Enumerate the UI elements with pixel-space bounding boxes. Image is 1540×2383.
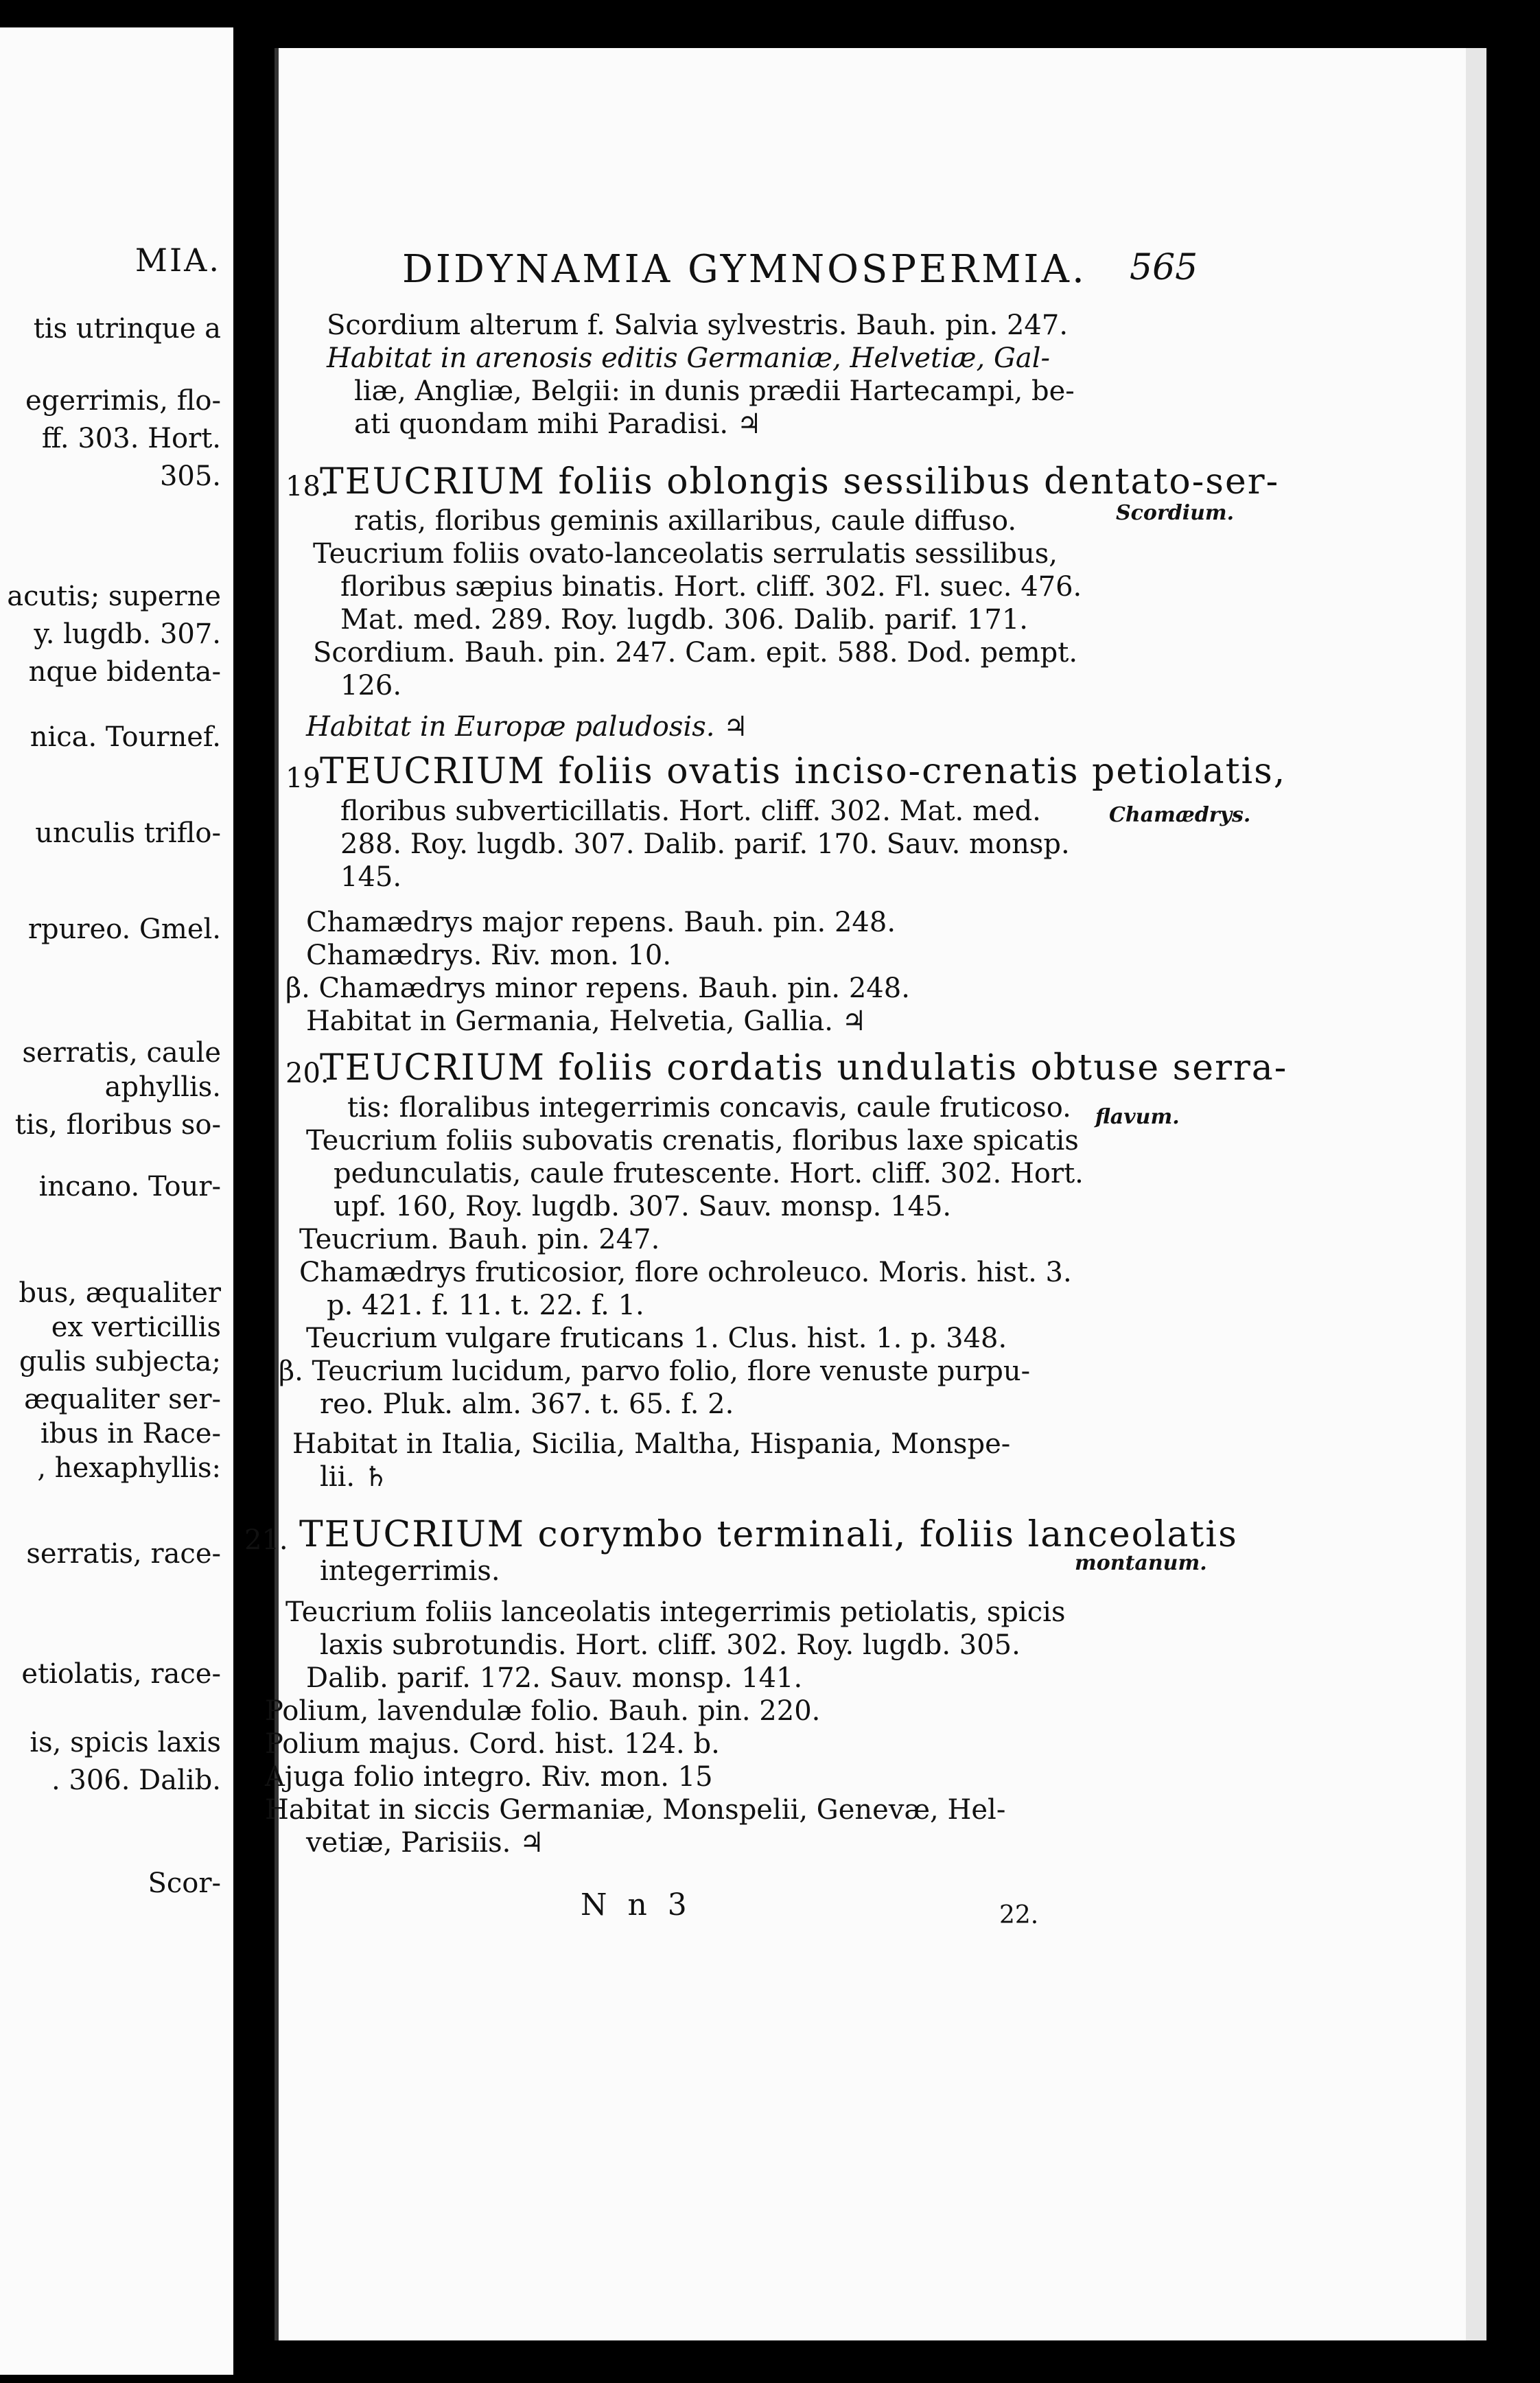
left-line: etiolatis, race- — [21, 1658, 221, 1690]
right-page — [244, 48, 1486, 2340]
text-line: Chamædrys. Riv. mon. 10. — [306, 940, 672, 971]
left-line: bus, æqualiter — [19, 1277, 221, 1309]
left-line: y. lugdb. 307. — [34, 618, 221, 650]
text-line: β. Teucrium lucidum, parvo folio, flore venuste purpu- — [279, 1356, 1031, 1387]
text-line: Mat. med. 289. Roy. lugdb. 306. Dalib. parif. 171. — [340, 604, 1028, 636]
text-line: vetiæ, Parisiis. ♃ — [306, 1827, 544, 1859]
text-line: Teucrium foliis lanceolatis integerrimis petiolatis, spicis — [285, 1596, 1066, 1628]
text-line: 145. — [340, 861, 402, 893]
text-line: Chamædrys fruticosior, flore ochroleuco. Moris. hist. 3. — [299, 1257, 1072, 1288]
text-line: upf. 160, Roy. lugdb. 307. Sauv. monsp. 145. — [334, 1191, 952, 1222]
text-line: β. Chamædrys minor repens. Bauh. pin. 248. — [285, 973, 910, 1004]
gutter — [233, 41, 275, 2375]
entry-number: 18. — [285, 471, 329, 502]
left-line: ex verticillis — [51, 1312, 221, 1343]
text-line: ati quondam mihi Paradisi. ♃ — [354, 408, 762, 440]
left-line: ibus in Race- — [40, 1418, 221, 1450]
entry-heading: TEUCRIUM foliis oblongis sessilibus dentato-ser- — [320, 461, 1280, 502]
entry-heading: TEUCRIUM foliis cordatis undulatis obtuse serra- — [320, 1047, 1288, 1089]
left-line: . 306. Dalib. — [51, 1765, 221, 1796]
text-line: Teucrium foliis subovatis crenatis, floribus laxe spicatis — [306, 1125, 1079, 1156]
running-head: DIDYNAMIA GYMNOSPERMIA. — [402, 247, 1087, 292]
entry-heading: TEUCRIUM corymbo terminali, foliis lanceolatis — [299, 1514, 1238, 1555]
left-line: tis, floribus so- — [14, 1109, 221, 1141]
text-line: liæ, Angliæ, Belgii: in dunis prædii Hartecampi, be- — [354, 375, 1075, 407]
left-line: serratis, race- — [26, 1538, 221, 1570]
text-line: Scordium. Bauh. pin. 247. Cam. epit. 588. Dod. pempt. — [313, 637, 1078, 669]
text-line: Chamædrys major repens. Bauh. pin. 248. — [306, 907, 896, 938]
text-line: Teucrium vulgare fruticans 1. Clus. hist. 1. p. 348. — [306, 1323, 1007, 1354]
text-line: Habitat in Germania, Helvetia, Gallia. ♃ — [306, 1005, 867, 1037]
margin-note: flavum. — [1095, 1105, 1180, 1129]
text-line: Polium majus. Cord. hist. 124. b. — [265, 1728, 720, 1760]
text-line: reo. Pluk. alm. 367. t. 65. f. 2. — [320, 1388, 734, 1420]
text-line: Teucrium foliis ovato-lanceolatis serrulatis sessilibus, — [313, 538, 1058, 570]
left-line: serratis, caule — [22, 1037, 221, 1069]
text-line: floribus subverticillatis. Hort. cliff. 302. Mat. med. — [340, 795, 1041, 827]
text-line: Scordium alterum f. Salvia sylvestris. Bauh. pin. 247. — [327, 310, 1069, 341]
left-page — [0, 27, 246, 2375]
page-number: 565 — [1130, 247, 1198, 288]
left-line: Scor- — [148, 1868, 221, 1899]
left-line: acutis; superne — [7, 581, 221, 612]
left-line: æqualiter ser- — [24, 1384, 221, 1415]
text-line: Habitat in arenosis editis Germaniæ, Helvetiæ, Gal- — [327, 342, 1051, 374]
signature-mark: N n 3 — [581, 1887, 692, 1922]
text-line: p. 421. f. 11. t. 22. f. 1. — [327, 1290, 644, 1321]
text-line: Dalib. parif. 172. Sauv. monsp. 141. — [306, 1662, 803, 1694]
page-edge — [1466, 48, 1486, 2340]
left-line: gulis subjecta; — [19, 1346, 221, 1378]
left-line: unculis triflo- — [35, 817, 221, 849]
left-line: rpureo. Gmel. — [27, 914, 221, 945]
text-line: Polium, lavendulæ folio. Bauh. pin. 220. — [265, 1695, 821, 1727]
text-line: 126. — [340, 670, 402, 701]
text-line: 288. Roy. lugdb. 307. Dalib. parif. 170. Sauv. monsp. — [340, 828, 1070, 860]
text-line: Habitat in Europæ paludosis. ♃ — [306, 711, 749, 743]
left-line: nica. Tournef. — [30, 721, 221, 753]
text-line: lii. ♄ — [320, 1461, 388, 1493]
text-line: laxis subrotundis. Hort. cliff. 302. Roy. lugdb. 305. — [320, 1629, 1020, 1661]
left-line: ff. 303. Hort. — [41, 423, 221, 454]
left-heading: MIA. — [135, 242, 221, 279]
left-line: 305. — [159, 461, 221, 492]
text-line: ratis, floribus geminis axillaribus, caule diffuso. — [354, 505, 1017, 537]
left-line: is, spicis laxis — [30, 1727, 221, 1758]
entry-number: 20. — [285, 1058, 329, 1089]
text-line: floribus sæpius binatis. Hort. cliff. 302. Fl. suec. 476. — [340, 571, 1082, 603]
entry-heading: TEUCRIUM foliis ovatis inciso-crenatis petiolatis, — [320, 751, 1287, 792]
left-line: aphyllis. — [104, 1071, 221, 1103]
left-line: tis utrinque a — [33, 313, 221, 345]
entry-number: 19 — [285, 763, 320, 794]
margin-note: Chamædrys. — [1109, 803, 1251, 827]
margin-note: Scordium. — [1116, 501, 1235, 525]
text-line: Habitat in Italia, Sicilia, Maltha, Hispania, Monspe- — [292, 1428, 1011, 1460]
text-line: Ajuga folio integro. Riv. mon. 15 — [265, 1761, 713, 1793]
entry-number: 21. — [244, 1524, 288, 1556]
text-line: pedunculatis, caule frutescente. Hort. cliff. 302. Hort. — [334, 1158, 1084, 1189]
left-line: egerrimis, flo- — [25, 385, 221, 417]
text-line: Habitat in siccis Germaniæ, Monspelii, Genevæ, Hel- — [265, 1794, 1006, 1826]
margin-note: montanum. — [1075, 1551, 1207, 1575]
left-line: nque bidenta- — [28, 656, 221, 688]
catchword: 22. — [999, 1901, 1039, 1929]
left-line: , hexaphyllis: — [37, 1452, 221, 1484]
text-line: integerrimis. — [320, 1555, 500, 1587]
text-line: Teucrium. Bauh. pin. 247. — [299, 1224, 660, 1255]
left-line: incano. Tour- — [38, 1171, 221, 1202]
text-line: tis: floralibus integerrimis concavis, caule fruticoso. — [347, 1092, 1071, 1124]
